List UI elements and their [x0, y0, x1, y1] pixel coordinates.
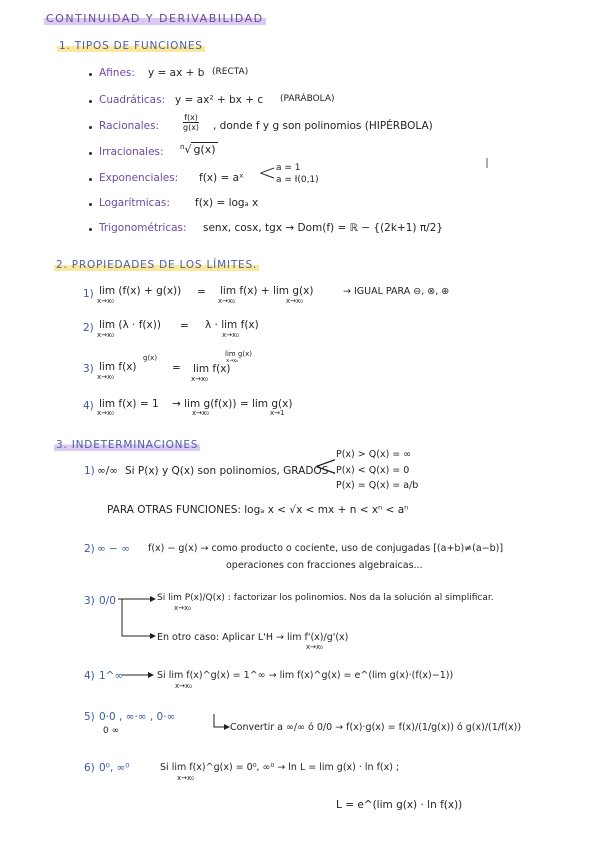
item-cuadraticas-note: (PARÁBOLA): [280, 94, 335, 104]
item-afines-expr: y = ax + b: [148, 67, 205, 79]
fraction-denominator: g(x): [183, 123, 200, 132]
property-4-tail: → lim g(f(x)) = lim g(x): [172, 398, 293, 410]
indeterminacy-3-line2: En otro caso: Aplicar L'H → lim f'(x)/g'(x): [157, 632, 349, 643]
indeterminacy-4-expr: Si lim f(x)^g(x) = 1^∞ → lim f(x)^g(x) = e^(lim g(x)·(f(x)−1)): [157, 670, 454, 681]
item-cuadraticas-expr: y = ax² + bx + c: [175, 94, 264, 106]
item-cuadraticas-label: Cuadráticas:: [99, 94, 166, 106]
item-trigonometricas-expr: senx, cosx, tgx → Dom(f) = ℝ − {(2k+1) π/2}: [203, 222, 444, 234]
indeterminacy-2-expr: f(x) − g(x) → como producto o cociente, uso de conjugadas [(a+b)≠(a−b)]: [148, 543, 504, 554]
limit-subscript: x→x₀: [306, 643, 323, 651]
equals-sign: =: [180, 320, 189, 332]
indeterminacy-number: 1): [84, 465, 95, 477]
limit-subscript: x→x₀: [286, 297, 303, 305]
indeterminacy-form: 0⁰, ∞⁰: [99, 762, 130, 774]
exponent: lim g(x): [225, 350, 252, 358]
item-afines-label: Afines:: [99, 67, 135, 79]
exponential-case-2: a = ł(0,1): [276, 175, 319, 185]
item-logaritmicas-expr: f(x) = logₐ x: [195, 197, 259, 209]
limit-subscript: x→x₀: [192, 409, 209, 417]
page-title-text: CONTINUIDAD Y DERIVABILIDAD: [46, 12, 264, 25]
root-argument: g(x): [193, 143, 216, 156]
grado-case-1: P(x) > Q(x) = ∞: [336, 449, 412, 460]
item-racionales-label: Racionales:: [99, 120, 160, 132]
indeterminacy-form: ∞ − ∞: [97, 543, 130, 555]
indeterminacy-5-forms-top: 0·0 , ∞·∞ , 0·∞: [99, 711, 176, 723]
radical-icon: √: [184, 143, 192, 156]
equals-sign: =: [172, 362, 181, 374]
limit-subscript: x→1: [270, 409, 285, 417]
indeterminacy-2-line2: operaciones con fracciones algebraicas...: [226, 560, 423, 571]
grado-case-2: P(x) < Q(x) = 0: [336, 465, 410, 476]
section-2-heading-text: 2. PROPIEDADES DE LOS LÍMITES.: [56, 259, 258, 271]
property-3-rhs: lim f(x): [193, 363, 231, 375]
grado-case-3: P(x) = Q(x) = a/b: [336, 480, 419, 491]
indeterminacy-number: 2): [84, 543, 95, 555]
item-logaritmicas-label: Logarítmicas:: [99, 197, 170, 209]
limit-subscript: x→x₀: [97, 297, 114, 305]
limit-subscript: x→x₀: [191, 375, 208, 383]
indeterminacy-form: 1^∞: [99, 670, 124, 682]
property-1-rhs: lim f(x) + lim g(x): [220, 285, 314, 297]
indeterminacy-number: 5): [84, 711, 95, 723]
root-index: n: [180, 143, 185, 151]
limit-subscript: x→x₀: [177, 774, 194, 782]
indeterminacy-1-text: Si P(x) y Q(x) son polinomios, GRADOS: [125, 465, 329, 477]
indeterminacy-6-final: L = e^(lim g(x) · ln f(x)): [336, 799, 463, 811]
item-exponenciales-label: Exponenciales:: [99, 172, 179, 184]
limit-subscript: x→x₀: [174, 604, 191, 612]
property-2-rhs: λ · lim f(x): [205, 319, 259, 331]
item-exponenciales-expr: f(x) = aˣ: [199, 172, 244, 184]
other-functions-order: PARA OTRAS FUNCIONES: logₐ x < √x < mx + n < xⁿ < aⁿ: [107, 504, 409, 516]
limit-subscript: x→x₀: [226, 358, 239, 364]
indeterminacy-form: ∞/∞: [97, 465, 119, 477]
indeterminacy-3-line1: Si lim P(x)/Q(x) : factorizar los polinomios. Nos da la solución al simplificar.: [157, 593, 494, 603]
fraction-numerator: f(x): [184, 113, 198, 122]
limit-subscript: x→x₀: [97, 331, 114, 339]
property-1-tail: → IGUAL PARA ⊖, ⊗, ⊕: [343, 286, 450, 297]
property-3-lhs: lim f(x): [99, 361, 137, 373]
exponent: g(x): [143, 354, 158, 362]
indeterminacy-5-expr: Convertir a ∞/∞ ó 0/0 → f(x)·g(x) = f(x)/(1/g(x)) ó g(x)/(1/f(x)): [230, 722, 522, 733]
limit-subscript: x→x₀: [175, 682, 192, 690]
exponential-case-1: a = 1: [276, 163, 301, 173]
property-number: 4): [83, 400, 94, 412]
less-than-branch-icon: <: [258, 161, 277, 186]
limit-subscript: x→x₀: [97, 409, 114, 417]
limit-subscript: x→x₀: [222, 331, 239, 339]
property-number: 3): [83, 363, 94, 375]
item-trigonometricas-label: Trigonométricas:: [99, 222, 187, 234]
equals-sign: =: [197, 286, 206, 298]
item-irracionales-label: Irracionales:: [99, 146, 164, 158]
section-3-heading-text: 3. INDETERMINACIONES: [56, 439, 199, 451]
property-number: 1): [83, 288, 94, 300]
section-1-heading-text: 1. TIPOS DE FUNCIONES: [59, 40, 203, 52]
property-1-lhs: lim (f(x) + g(x)): [99, 285, 182, 297]
limit-subscript: x→x₀: [218, 297, 235, 305]
indeterminacy-form: 0/0: [99, 595, 116, 607]
property-4-lhs: lim f(x) = 1: [99, 398, 159, 410]
item-racionales-note: , donde f y g son polinomios (HIPÉRBOLA): [213, 120, 433, 132]
property-number: 2): [83, 322, 94, 334]
property-2-lhs: lim (λ · f(x)): [99, 319, 161, 331]
indeterminacy-number: 6): [84, 762, 95, 774]
indeterminacy-number: 4): [84, 670, 95, 682]
less-than-branch-icon: <: [313, 449, 339, 484]
item-afines-note: (RECTA): [212, 67, 249, 77]
indeterminacy-5-forms-bottom: 0 ∞: [103, 726, 120, 736]
indeterminacy-number: 3): [84, 595, 95, 607]
indeterminacy-6-expr: Si lim f(x)^g(x) = 0⁰, ∞⁰ → ln L = lim g(x) · ln f(x) ;: [160, 762, 400, 773]
limit-subscript: x→x₀: [97, 373, 114, 381]
